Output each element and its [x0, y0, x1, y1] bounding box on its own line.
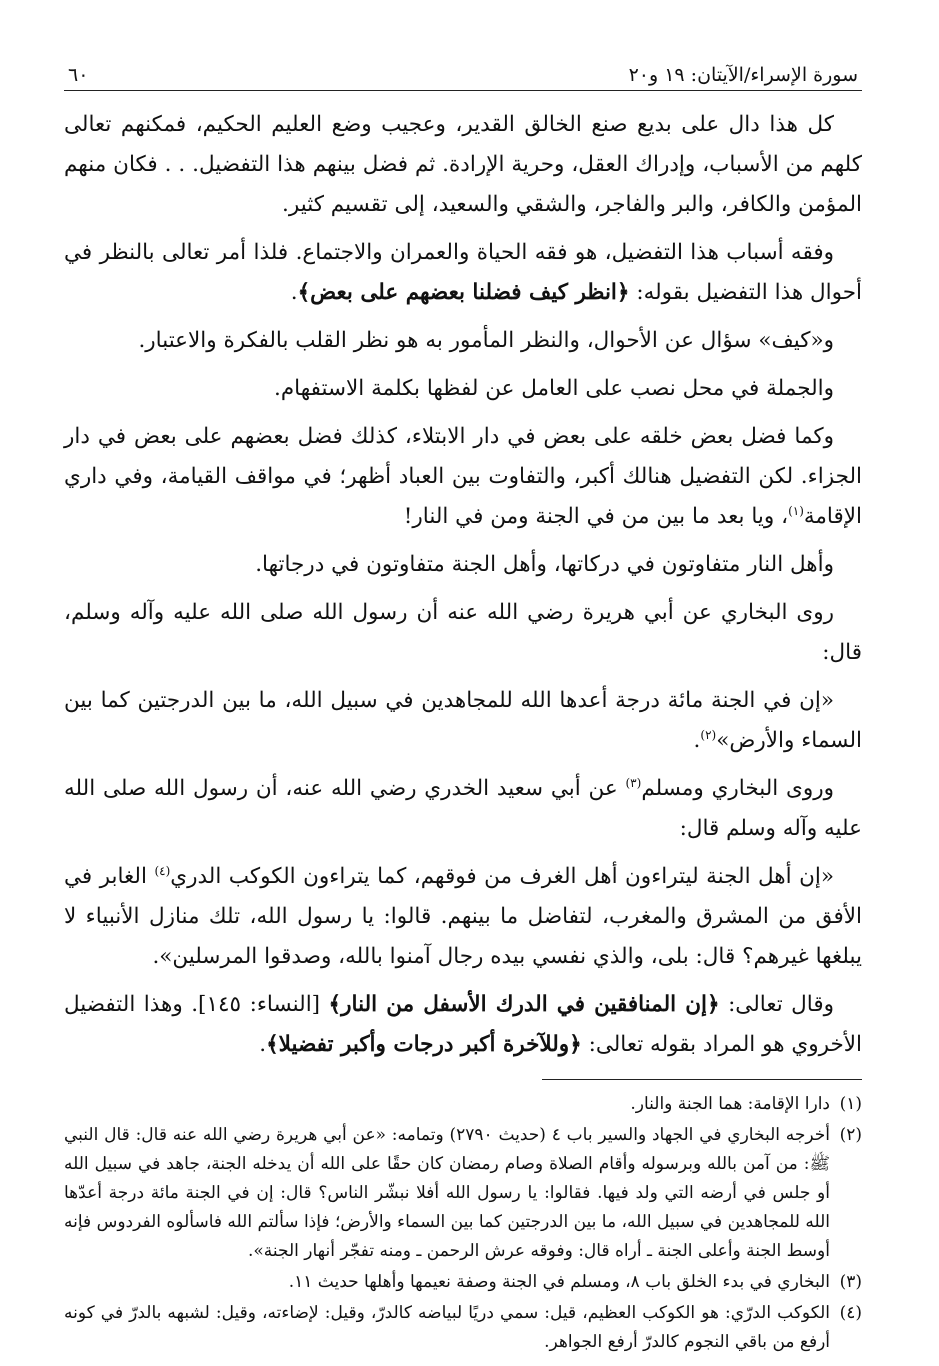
paragraph-7: روى البخاري عن أبي هريرة رضي الله عنه أن رسول الله صلى الله عليه وآله وسلم، قال: [64, 600, 862, 665]
paragraph-6: وأهل النار متفاوتون في دركاتها، وأهل الجنة متفاوتون في درجاتها. [255, 552, 834, 577]
quran-quote: ﴿انظر كيف فضلنا بعضهم على بعض﴾ [297, 280, 630, 305]
paragraph-1: كل هذا دال على بديع صنع الخالق القدير، وعجيب وضع العليم الحكيم، فمكنهم تعالى كلهم من الأسباب، وإدراك العقل، وحرية الإرادة. ثم فضل بينهم هذا التفضيل. . . فكان منهم المؤمن والكافر، والبر والفاجر، والشقي والسعيد، إلى تقسيم كثير. [64, 112, 862, 217]
paragraph-4: والجملة في محل نصب على العامل عن لفظها بكلمة الاستفهام. [274, 376, 834, 401]
footnote: (٣) البخاري في بدء الخلق باب ٨، ومسلم في الجنة وصفة نعيمها وأهلها حديث ١١. [288, 1272, 862, 1292]
footnote-ref-3: (٣) [625, 775, 642, 790]
paragraph-8: «إن في الجنة مائة درجة أعدها الله للمجاهدين في سبيل الله، ما بين الدرجتين كما بين السماء والأرض»$^{(٢)}$. [64, 688, 862, 753]
footnote: (٤) الكوكب الدرّي: هو الكوكب العظيم، قيل: سمي دريًا لبياضه كالدرّ، وقيل: لإضاءته، وقيل: لشبهه بالدرّ في كونه أرفع من باقي النجوم كالدرّ أرفع الجواهر. [64, 1303, 862, 1352]
paragraph-11: وقال تعالى: ﴿إن المنافقين في الدرك الأسفل من النار﴾ [النساء: ١٤٥]. وهذا التفضيل الأخروي هو المراد بقوله تعالى: ﴿وللآخرة أكبر درجات وأكبر تفضيلا﴾. [64, 992, 862, 1057]
footnote: (١) دارا الإقامة: هما الجنة والنار. [630, 1094, 862, 1114]
paragraph-5: وكما فضل بعض خلقه على بعض في دار الابتلاء، كذلك فضل بعضهم على بعض في دار الجزاء. لكن التفضيل هنالك أكبر، والتفاوت بين العباد أظهر؛ في مواقف القيامة، وفي داري الإقامة$^{(١)}$، ويا بعد ما بين من في الجنة ومن في النار! [64, 424, 862, 529]
quran-quote: ﴿وللآخرة أكبر درجات وأكبر تفضيلا﴾ [266, 1032, 582, 1057]
paragraph-9: وروى البخاري ومسلم$^{(٣)}$ عن أبي سعيد الخدري رضي الله عنه، أن رسول الله صلى الله عليه وآله وسلم قال: [64, 775, 862, 841]
paragraph-3: و«كيف» سؤال عن الأحوال، والنظر المأمور به هو نظر القلب بالفكرة والاعتبار. [138, 328, 834, 353]
footnote-ref-4: (٤) [154, 863, 171, 878]
quran-quote: ﴿إن المنافقين في الدرك الأسفل من النار﴾ [328, 992, 720, 1017]
main-text [64, 105, 862, 1065]
page-number: ٦٠ [68, 64, 89, 86]
footnote-divider [542, 1079, 862, 1080]
footnote-ref-2: (٢) [700, 727, 717, 742]
footnotes [64, 1090, 862, 1357]
page-header [64, 52, 862, 91]
footnote: (٢) أخرجه البخاري في الجهاد والسير باب ٤ (حديث ٢٧٩٠) وتمامه: «عن أبي هريرة رضي الله عنه قال: قال النبي ﷺ: من آمن بالله وبرسوله وأقام الصلاة وصام رمضان كان حقًا على الله أن يدخله الجنة، جاهد في سبيل الله أو جلس في أرضه التي ولد فيها. فقالوا: يا رسول الله أفلا نبشّر الناس؟ قال: إن في الجنة مائة درجة أعدّها الله للمجاهدين في سبيل الله، ما بين الدرجتين كما بين السماء والأرض؛ فإذا سألتم الله فاسألوه الفردوس فإنه أوسط الجنة وأعلى الجنة ـ أراه قال: وفوقه عرش الرحمن ـ ومنه تفجّر أنهار الجنة». [64, 1125, 862, 1261]
running-title: سورة الإسراء/الآيتان: ١٩ و٢٠ [628, 64, 858, 86]
paragraph-10: «إن أهل الجنة ليتراءون أهل الغرف من فوقهم، كما يتراءون الكوكب الدري$^{(٤)}$ الغابر في الأفق من المشرق والمغرب، لتفاضل ما بينهم. قالوا: يا رسول الله، تلك منازل الأنبياء لا يبلغها غيرهم؟ قال: بلى، والذي نفسي بيده رجال آمنوا بالله، وصدقوا المرسلين». [64, 863, 862, 969]
page [64, 52, 862, 1359]
paragraph-2: وفقه أسباب هذا التفضيل، هو فقه الحياة والعمران والاجتماع. فلذا أمر تعالى بالنظر في أحوال هذا التفضيل بقوله: ﴿انظر كيف فضلنا بعضهم على بعض﴾. [64, 240, 862, 305]
footnote-ref-1: (١) [788, 503, 804, 518]
